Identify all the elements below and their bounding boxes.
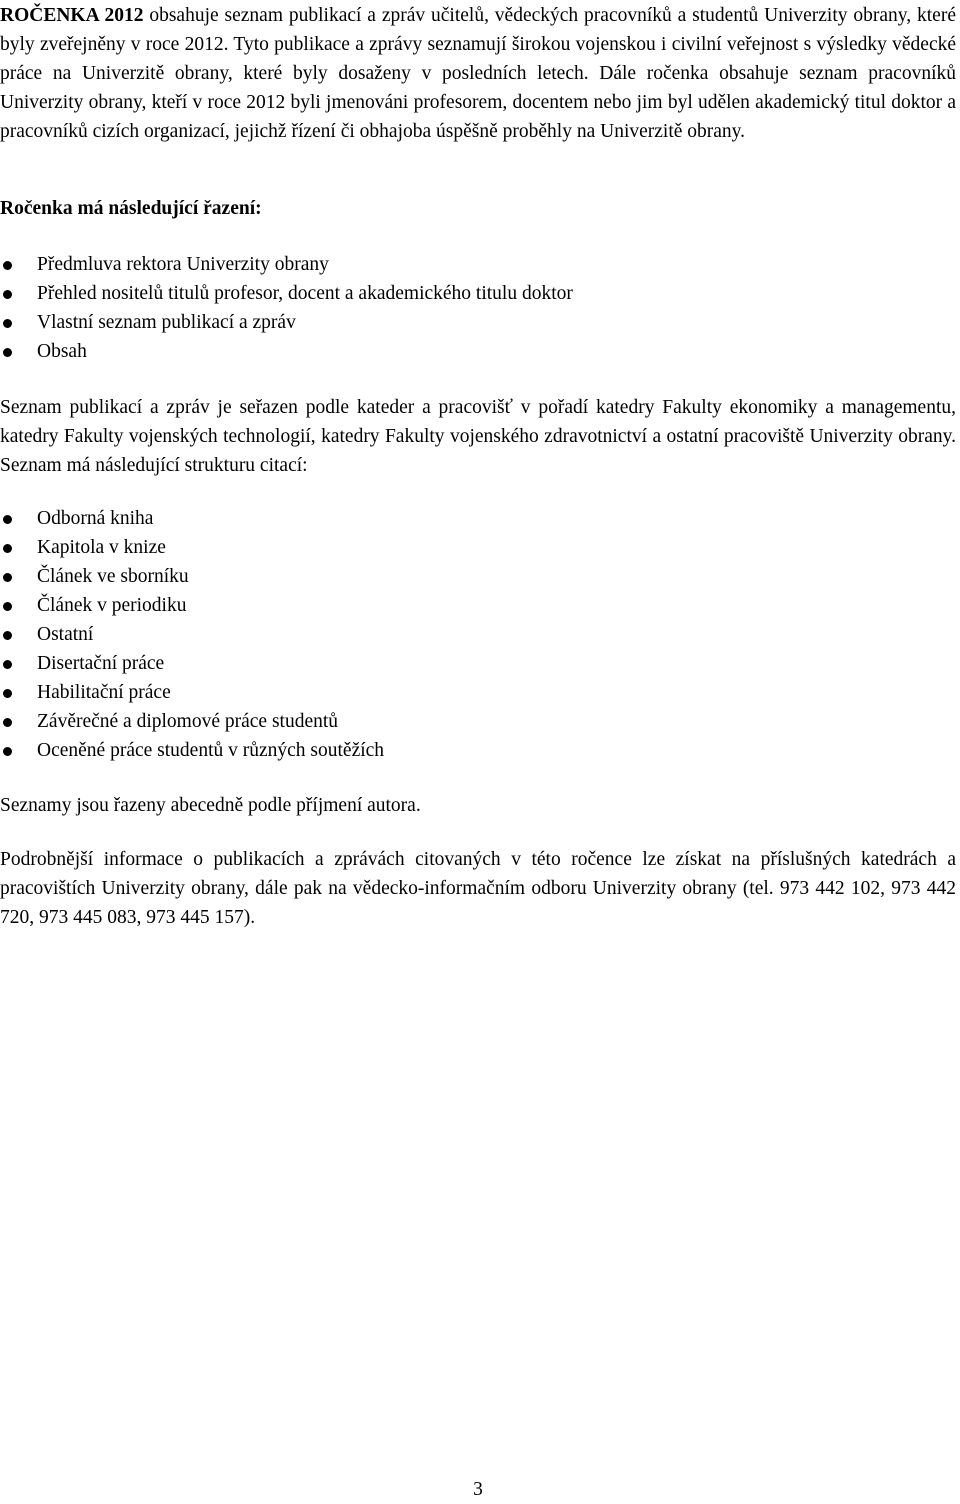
bullet-icon [3, 660, 12, 669]
structure-list [0, 250, 573, 366]
yearbook-title: ROČENKA 2012 [0, 5, 144, 26]
list-item: Habilitační práce [0, 678, 384, 707]
list-item: Kapitola v knize [0, 533, 384, 562]
sorting-note: Seznamy jsou řazeny abecedně podle příjmení autora. [0, 795, 421, 816]
bullet-icon [3, 573, 12, 582]
bullet-icon [3, 718, 12, 727]
bullet-icon [3, 747, 12, 756]
bullet-icon [3, 319, 12, 328]
contact-paragraph: Podrobnější informace o publikacích a zprávách citovaných v této ročence lze získat na příslušných katedrách a pracovištích Univerzity obrany, dále pak na vědecko-informačním odboru Univerzity obrany (tel. 973 442 102, 973 442 720, 973 445 083, 973 445 157). [0, 849, 956, 928]
list-item: Disertační práce [0, 649, 384, 678]
bullet-icon [3, 544, 12, 553]
structure-heading: Ročenka má následující řazení: [0, 198, 262, 219]
bullet-icon [3, 515, 12, 524]
list-item: Vlastní seznam publikací a zpráv [0, 308, 573, 337]
bullet-icon [3, 602, 12, 611]
bullet-icon [3, 689, 12, 698]
citation-structure-list [0, 504, 384, 765]
list-item: Závěrečné a diplomové práce studentů [0, 707, 384, 736]
bullet-icon [3, 261, 12, 270]
bullet-icon [3, 631, 12, 640]
intro-paragraph [0, 1, 956, 146]
list-item: Článek v periodiku [0, 591, 384, 620]
ordering-paragraph: Seznam publikací a zpráv je seřazen podle kateder a pracovišť v pořadí katedry Fakulty ekonomiky a managementu, katedry Fakulty vojenských technologií, katedry Fakulty vojenského zdravotnictví a ostatní pracoviště Univerzity obrany. Seznam má následující strukturu citací: [0, 397, 956, 476]
list-item: Předmluva rektora Univerzity obrany [0, 250, 573, 279]
list-item: Ostatní [0, 620, 384, 649]
intro-text: obsahuje seznam publikací a zpráv učitelů, vědeckých pracovníků a studentů Univerzity obrany, které byly zveřejněny v roce 2012. Tyto publikace a zprávy seznamují širokou vojenskou i civilní veřejnost s výsledky vědecké práce na Univerzitě obrany, které byly dosaženy v posledních letech. Dále ročenka obsahuje seznam pracovníků Univerzity obrany, kteří v roce 2012 byli jmenováni profesorem, docentem nebo jim byl udělen akademický titul doktor a pracovníků cizích organizací, jejichž řízení či obhajoba úspěšně proběhly na Univerzitě obrany. [0, 5, 956, 142]
page-number: 3 [473, 1479, 483, 1500]
list-item: Odborná kniha [0, 504, 384, 533]
bullet-icon [3, 348, 12, 357]
bullet-icon [3, 290, 12, 299]
list-item: Oceněné práce studentů v různých soutěžích [0, 736, 384, 765]
list-item: Obsah [0, 337, 573, 366]
list-item: Článek ve sborníku [0, 562, 384, 591]
list-item: Přehled nositelů titulů profesor, docent a akademického titulu doktor [0, 279, 573, 308]
